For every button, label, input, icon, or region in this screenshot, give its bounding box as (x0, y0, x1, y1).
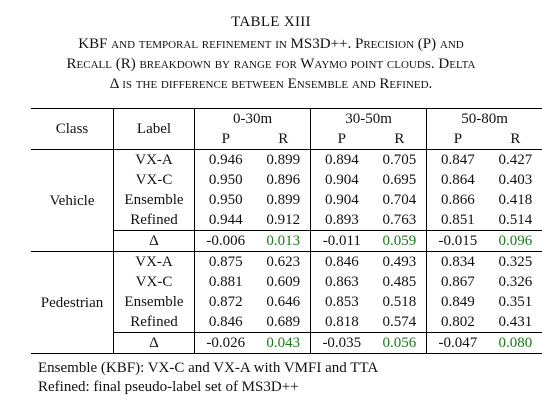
header-p: P (427, 129, 489, 150)
value-cell: 0.059 (382, 233, 417, 249)
value-cell: 0.704 (382, 192, 417, 208)
value-cell: 0.623 (266, 254, 301, 270)
value-cell: 0.056 (382, 335, 417, 351)
header-range-1: 30-50m (311, 109, 427, 130)
value-cell: 0.326 (498, 274, 533, 290)
value-cell: -0.026 (195, 333, 257, 354)
header-range-2: 50-80m (427, 109, 542, 130)
value-cell: 0.096 (498, 233, 533, 249)
value-cell: 0.899 (266, 152, 301, 168)
value-cell: 0.912 (266, 212, 301, 228)
header-r: R (510, 131, 521, 147)
footnote-refined: Refined: final pseudo-label set of MS3D++ (38, 379, 299, 395)
value-cell: 0.847 (427, 150, 489, 171)
value-cell: 0.846 (311, 252, 373, 273)
delta-label-cell: Δ (114, 333, 195, 354)
value-cell: 0.485 (382, 274, 417, 290)
value-cell: 0.013 (266, 233, 301, 249)
value-cell: 0.325 (498, 254, 533, 270)
value-cell: 0.427 (498, 152, 533, 168)
header-p: P (195, 129, 257, 150)
value-cell: 0.853 (311, 292, 373, 312)
value-cell: 0.834 (427, 252, 489, 273)
header-row-ranges (31, 109, 542, 130)
label-cell: Ensemble (114, 190, 195, 210)
value-cell: 0.864 (427, 170, 489, 190)
value-cell: 0.763 (382, 212, 417, 228)
value-cell: 0.609 (266, 274, 301, 290)
value-cell: 0.950 (195, 190, 257, 210)
value-cell: 0.351 (498, 294, 533, 310)
class-cell: Vehicle (31, 150, 114, 252)
value-cell: 0.818 (311, 312, 373, 333)
value-cell: -0.047 (427, 333, 489, 354)
value-cell: 0.493 (382, 254, 417, 270)
value-cell: 0.574 (382, 314, 417, 330)
table-number: TABLE XIII (231, 14, 311, 30)
table-caption: KBF and temporal refinement in MS3D++. Precision (P) and Recall (R) breakdown by range for Waymo point clouds. Delta Δ is the difference between Ensemble and Refined. (66, 36, 476, 92)
header-range-0: 0-30m (195, 109, 311, 130)
label-cell: VX-A (114, 150, 195, 171)
value-cell: 0.944 (195, 210, 257, 231)
value-cell: -0.015 (427, 231, 489, 252)
value-cell: 0.904 (311, 190, 373, 210)
delta-label-cell: Δ (114, 231, 195, 252)
header-class: Class (55, 121, 89, 137)
table-row (31, 252, 542, 273)
table-row (31, 150, 542, 171)
value-cell: 0.695 (382, 172, 417, 188)
value-cell: 0.875 (195, 252, 257, 273)
label-cell: Refined (114, 210, 195, 231)
results-table (31, 108, 542, 354)
value-cell: 0.418 (498, 192, 533, 208)
value-cell: 0.518 (382, 294, 417, 310)
value-cell: -0.011 (311, 231, 373, 252)
label-cell: VX-C (114, 170, 195, 190)
value-cell: 0.863 (311, 272, 373, 292)
value-cell: 0.893 (311, 210, 373, 231)
value-cell: 0.899 (266, 192, 301, 208)
value-cell: 0.851 (427, 210, 489, 231)
value-cell: 0.080 (498, 335, 533, 351)
class-cell: Pedestrian (31, 252, 114, 354)
value-cell: 0.431 (498, 314, 533, 330)
value-cell: 0.646 (266, 294, 301, 310)
value-cell: -0.035 (311, 333, 373, 354)
table-body (31, 150, 542, 354)
value-cell: 0.043 (266, 335, 301, 351)
value-cell: 0.950 (195, 170, 257, 190)
value-cell: 0.846 (195, 312, 257, 333)
value-cell: -0.006 (195, 231, 257, 252)
label-cell: Ensemble (114, 292, 195, 312)
value-cell: 0.514 (498, 212, 533, 228)
table-footnotes (38, 359, 378, 397)
header-r: R (278, 131, 289, 147)
value-cell: 0.849 (427, 292, 489, 312)
value-cell: 0.904 (311, 170, 373, 190)
value-cell: 0.872 (195, 292, 257, 312)
header-r: R (394, 131, 405, 147)
value-cell: 0.802 (427, 312, 489, 333)
value-cell: 0.894 (311, 150, 373, 171)
value-cell: 0.403 (498, 172, 533, 188)
value-cell: 0.896 (266, 172, 301, 188)
value-cell: 0.689 (266, 314, 301, 330)
value-cell: 0.705 (382, 152, 417, 168)
header-p: P (311, 129, 373, 150)
label-cell: Refined (114, 312, 195, 333)
label-cell: VX-A (114, 252, 195, 273)
value-cell: 0.946 (195, 150, 257, 171)
footnote-ensemble: Ensemble (KBF): VX-C and VX-A with VMFI and TTA (38, 360, 379, 376)
value-cell: 0.867 (427, 272, 489, 292)
header-label: Label (114, 109, 195, 150)
label-cell: VX-C (114, 272, 195, 292)
value-cell: 0.881 (195, 272, 257, 292)
value-cell: 0.866 (427, 190, 489, 210)
